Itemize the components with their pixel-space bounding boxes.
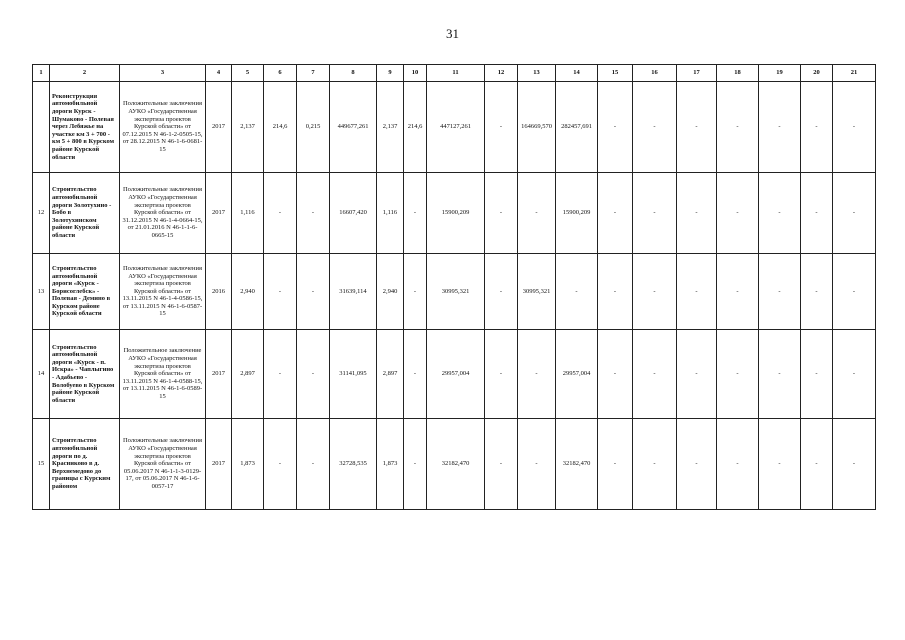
table-cell: 31639,114 [330, 254, 377, 330]
table-cell: 1,116 [232, 173, 264, 254]
table-cell: 2,897 [232, 330, 264, 419]
column-header: 14 [556, 65, 598, 82]
table-cell: 1,873 [377, 419, 404, 510]
table-cell: - [598, 254, 633, 330]
column-header: 13 [518, 65, 556, 82]
table-cell: 30995,321 [427, 254, 485, 330]
table-cell: - [598, 419, 633, 510]
table-cell: - [404, 173, 427, 254]
column-header: 7 [297, 65, 330, 82]
column-header: 12 [485, 65, 518, 82]
column-header: 16 [633, 65, 677, 82]
table-row [33, 254, 876, 330]
column-header: 9 [377, 65, 404, 82]
table-cell: - [264, 419, 297, 510]
object-name-cell: Реконструкция автомобильной дороги Курск - Шумаково - Полевая через Лебяжье на участке км 3 + 700 - км 5 + 800 в Курском районе Курской области [50, 82, 120, 173]
table-cell: 2,137 [232, 82, 264, 173]
data-table [32, 64, 876, 510]
table-cell: - [801, 173, 833, 254]
table-cell: - [598, 173, 633, 254]
table-cell: 15900,209 [556, 173, 598, 254]
table-cell: 447127,261 [427, 82, 485, 173]
column-header: 11 [427, 65, 485, 82]
table-cell: - [485, 254, 518, 330]
table-cell: - [404, 419, 427, 510]
table-cell: - [717, 82, 759, 173]
table-cell: - [717, 173, 759, 254]
table-cell: 2017 [206, 173, 232, 254]
conclusion-cell: Положительные заключения АУКО «Государственная экспертиза проектов Курской области» от 31.12.2015 N 46-1-4-0664-15, от 21.01.2016 N 46-1-1-6-0665-15 [120, 173, 206, 254]
table-cell: 30995,321 [518, 254, 556, 330]
table-cell: - [633, 419, 677, 510]
object-name-cell: Строительство автомобильной дороги по д. Красниково в д. Верхнемедово до границы с Курским районом [50, 419, 120, 510]
table-cell: 29957,004 [556, 330, 598, 419]
object-name-cell: Строительство автомобильной дороги «Курск - Борисоглебск» - Полевая - Демино в Курском районе Курской области [50, 254, 120, 330]
table-cell: - [485, 419, 518, 510]
table-cell: 2017 [206, 419, 232, 510]
table-cell: - [264, 173, 297, 254]
column-header: 8 [330, 65, 377, 82]
table-cell: - [264, 330, 297, 419]
column-header: 1 [33, 65, 50, 82]
table-cell [33, 82, 50, 173]
conclusion-cell: Положительные заключения АУКО «Государственная экспертиза проектов Курской области» от 13.11.2015 N 46-1-4-0586-15, от 13.11.2015 N 46-1-6-0587-15 [120, 254, 206, 330]
column-header: 17 [677, 65, 717, 82]
column-header: 19 [759, 65, 801, 82]
table-cell: 2,940 [232, 254, 264, 330]
table-cell: - [677, 254, 717, 330]
conclusion-cell: Положительные заключения АУКО «Государственная экспертиза проектов Курской области» от 07.12.2015 N 46-1-2-0505-15, от 28.12.2015 N 46-1-6-0681-15 [120, 82, 206, 173]
table-cell: 2017 [206, 82, 232, 173]
page-number: 31 [446, 26, 459, 41]
table-cell: - [833, 330, 876, 419]
column-header: 10 [404, 65, 427, 82]
table-cell: 13 [33, 254, 50, 330]
table-cell: - [264, 254, 297, 330]
table-cell: - [485, 330, 518, 419]
table-cell: 214,6 [404, 82, 427, 173]
table-cell: 14 [33, 330, 50, 419]
table-cell: 32182,470 [556, 419, 598, 510]
table-cell: - [801, 419, 833, 510]
table-cell: - [518, 173, 556, 254]
table-row [33, 173, 876, 254]
table-cell: - [633, 82, 677, 173]
table-cell: 15900,209 [427, 173, 485, 254]
column-header: 4 [206, 65, 232, 82]
table-cell: - [801, 330, 833, 419]
table-cell: 2,940 [377, 254, 404, 330]
table-cell: - [717, 254, 759, 330]
column-header: 21 [833, 65, 876, 82]
table-cell: 16607,420 [330, 173, 377, 254]
table-row [33, 82, 876, 173]
table-cell: - [759, 254, 801, 330]
table-cell: 2017 [206, 330, 232, 419]
table-cell: 282457,691 [556, 82, 598, 173]
column-header: 18 [717, 65, 759, 82]
table-cell: 32728,535 [330, 419, 377, 510]
table-cell: - [598, 330, 633, 419]
table-cell: - [717, 419, 759, 510]
column-header: 2 [50, 65, 120, 82]
table-cell: - [598, 82, 633, 173]
table-cell: - [677, 82, 717, 173]
table-cell: - [518, 419, 556, 510]
table-cell: - [297, 419, 330, 510]
table-cell: 0,215 [297, 82, 330, 173]
table-cell: 164669,570 [518, 82, 556, 173]
table-cell: - [677, 330, 717, 419]
column-header: 20 [801, 65, 833, 82]
table-cell: - [833, 173, 876, 254]
table-cell: - [833, 254, 876, 330]
table-cell: 2016 [206, 254, 232, 330]
conclusion-cell: Положительное заключение АУКО «Государственная экспертиза проектов Курской области» от 13.11.2015 N 46-1-4-0588-15, от 13.11.2015 N 46-1-6-0589-15 [120, 330, 206, 419]
table-cell: - [556, 254, 598, 330]
table-cell: 15 [33, 419, 50, 510]
table-cell: - [677, 419, 717, 510]
table-cell: - [833, 419, 876, 510]
table-cell: 2,897 [377, 330, 404, 419]
header-row [33, 65, 876, 82]
table-cell: - [801, 82, 833, 173]
table-cell: - [759, 330, 801, 419]
table-cell: 2,137 [377, 82, 404, 173]
column-header: 15 [598, 65, 633, 82]
table-cell: - [677, 173, 717, 254]
column-header: 5 [232, 65, 264, 82]
table-cell: - [485, 173, 518, 254]
table-cell: - [633, 254, 677, 330]
table-cell: - [404, 254, 427, 330]
table-cell: 1,873 [232, 419, 264, 510]
table-cell: - [759, 419, 801, 510]
table-cell: 449677,261 [330, 82, 377, 173]
table-cell: - [485, 82, 518, 173]
table-cell: - [759, 173, 801, 254]
object-name-cell: Строительство автомобильной дороги «Курск - п. Искра» - Чаплыгино - Адабьево - Волобуево в Курском районе Курской области [50, 330, 120, 419]
column-header: 3 [120, 65, 206, 82]
table-cell: - [297, 330, 330, 419]
table-row [33, 330, 876, 419]
table-cell: 31141,095 [330, 330, 377, 419]
table-cell: 29957,004 [427, 330, 485, 419]
table-cell: - [801, 254, 833, 330]
table-cell: - [833, 82, 876, 173]
table-cell: 214,6 [264, 82, 297, 173]
conclusion-cell: Положительные заключения АУКО «Государственная экспертиза проектов Курской области» от 05.06.2017 N 46-1-1-3-0129-17, от 05.06.2017 N 46-1-6-0057-17 [120, 419, 206, 510]
table-cell: 1,116 [377, 173, 404, 254]
column-header: 6 [264, 65, 297, 82]
table-cell: - [633, 173, 677, 254]
object-name-cell: Строительство автомобильной дороги Золотухино - Бобо в Золотухинском районе Курской области [50, 173, 120, 254]
table-row [33, 419, 876, 510]
table-cell: - [297, 173, 330, 254]
table-cell: - [404, 330, 427, 419]
table-cell: 12 [33, 173, 50, 254]
table-cell: - [297, 254, 330, 330]
table-cell: - [717, 330, 759, 419]
table-cell: - [633, 330, 677, 419]
table-cell: 32182,470 [427, 419, 485, 510]
table-cell: - [759, 82, 801, 173]
table-cell: - [518, 330, 556, 419]
